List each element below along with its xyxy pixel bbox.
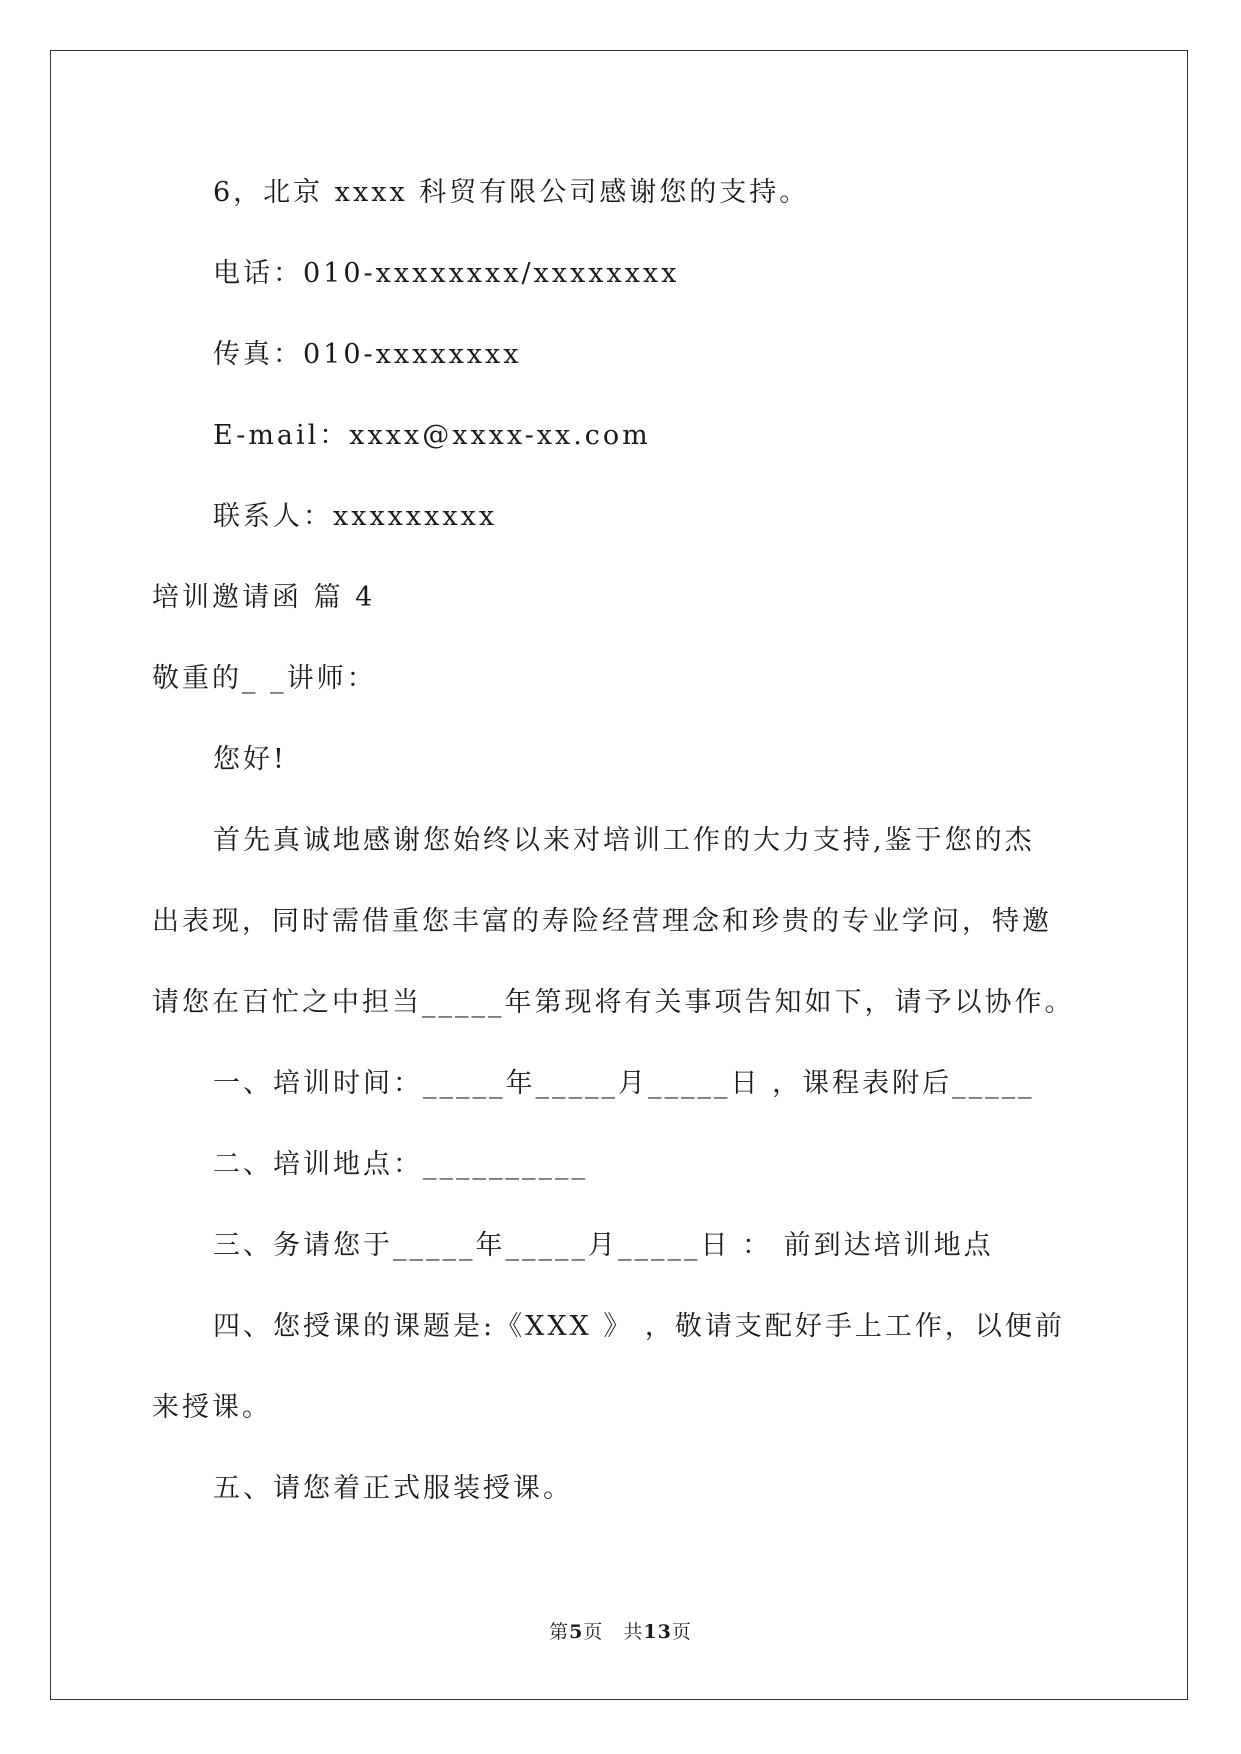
item-training-time: 一、培训时间：_____年_____月_____日 ，课程表附后_____	[213, 1068, 1035, 1099]
paragraph-line: 请您在百忙之中担当_____年第现将有关事项告知如下，请予以协作。	[152, 987, 1075, 1018]
paragraph-line: 首先真诚地感谢您始终以来对培训工作的大力支持,鉴于您的杰	[213, 825, 1035, 856]
greeting: 您好!	[213, 744, 287, 775]
item-course-topic-cont: 来授课。	[152, 1392, 272, 1423]
page-footer	[0, 1617, 1241, 1644]
footer-suffix: 页	[671, 1621, 692, 1643]
footer-page-number: 5	[569, 1621, 584, 1643]
section-heading: 培训邀请函 篇 4	[152, 582, 376, 613]
paragraph-line: 出表现，同时需借重您丰富的寿险经营理念和珍贵的专业学问，特邀	[152, 906, 1052, 937]
footer-total-pages: 13	[643, 1621, 672, 1643]
footer-mid: 页 共	[583, 1621, 644, 1643]
item-course-topic: 四、您授课的课题是:《XXX 》 ，敬请支配好手上工作，以便前	[213, 1311, 1065, 1342]
footer-prefix: 第	[549, 1621, 570, 1643]
body-line-contact: 联系人：xxxxxxxxx	[213, 501, 498, 532]
salutation: 敬重的_ _讲师：	[152, 663, 377, 694]
body-line-fax: 传真：010-xxxxxxxx	[213, 339, 522, 370]
page-frame	[50, 50, 1188, 1700]
item-training-location: 二、培训地点：__________	[213, 1149, 588, 1180]
body-line-thanks: 6，北京 xxxx 科贸有限公司感谢您的支持。	[213, 177, 810, 208]
item-dress-code: 五、请您着正式服装授课。	[213, 1473, 573, 1504]
item-arrival-time: 三、务请您于_____年_____月_____日 ： 前到达培训地点	[213, 1230, 994, 1261]
body-line-email: E-mail：xxxx@xxxx-xx.com	[213, 420, 651, 451]
body-line-phone: 电话：010-xxxxxxxx/xxxxxxxx	[213, 258, 680, 289]
